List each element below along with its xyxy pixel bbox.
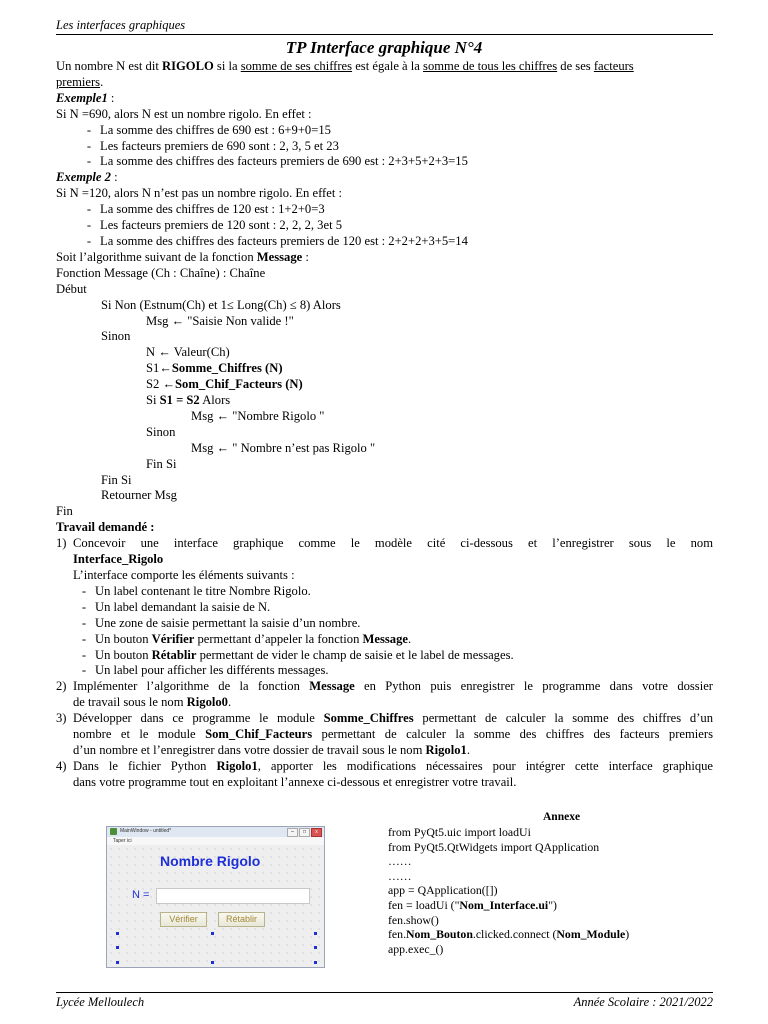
annexe-line: …… bbox=[388, 868, 412, 883]
algo-line: N ← Valeur(Ch) bbox=[146, 345, 230, 360]
document-body bbox=[56, 59, 713, 791]
algo-line: S2 ←Som_Chif_Facteurs (N) bbox=[146, 377, 303, 392]
example2-item: - Les facteurs premiers de 120 sont : 2, 2, 2, 3et 5 bbox=[86, 218, 343, 233]
mockup-handle bbox=[116, 946, 119, 949]
mockup-handle bbox=[314, 932, 317, 935]
q3-line: 3) Développer dans ce programme le module Somme_Chiffres permettant de calculer la somme des chiffres d’un bbox=[56, 711, 714, 726]
mockup-verifier-button: Vérifier bbox=[160, 912, 207, 927]
example1-item: - La somme des chiffres de 690 est : 6+9+0=15 bbox=[86, 122, 331, 137]
annexe-line: app = QApplication([]) bbox=[388, 883, 498, 898]
algo-line: Fin Si bbox=[146, 456, 177, 471]
footer-rule bbox=[56, 992, 713, 993]
annexe-title: Annexe bbox=[543, 811, 581, 823]
algo-line: Retourner Msg bbox=[101, 488, 177, 503]
q3-line-2: nombre et le module Som_Chif_Facteurs permettant de calculer la somme des chiffres des facteurs premiers bbox=[73, 727, 713, 742]
mockup-body bbox=[107, 845, 324, 968]
header-left: Les interfaces graphiques bbox=[56, 18, 186, 32]
footer-left: Lycée Melloulech bbox=[56, 995, 145, 1009]
q1-item: - Un label demandant la saisie de N. bbox=[81, 599, 271, 614]
example1-heading: Exemple1 : bbox=[56, 90, 115, 105]
q1-line: 1) Concevoir une interface graphique comme le modèle cité ci-dessous et l’enregistrer sous le nom bbox=[56, 536, 713, 551]
example2-heading: Exemple 2 : bbox=[56, 170, 118, 185]
algo-line: S1←Somme_Chiffres (N) bbox=[146, 361, 283, 376]
mockup-titlebar bbox=[107, 827, 324, 837]
example1-item: - La somme des chiffres des facteurs premiers de 690 est : 2+3+5+2+3=15 bbox=[86, 154, 468, 169]
annexe-line: from PyQt5.uic import loadUi bbox=[388, 825, 531, 839]
algo-line: Msg ← "Saisie Non valide !" bbox=[146, 313, 294, 328]
algo-intro: Soit l’algorithme suivant de la fonction Message : bbox=[56, 249, 309, 264]
example2-item: - La somme des chiffres des facteurs premiers de 120 est : 2+2+2+3+5=14 bbox=[86, 233, 468, 248]
algo-line: Si S1 = S2 Alors bbox=[146, 393, 231, 408]
algo-line: Fin Si bbox=[101, 472, 132, 487]
mockup-menu: Taper ici bbox=[107, 837, 325, 845]
algo-fin: Fin bbox=[56, 504, 73, 519]
algo-debut: Début bbox=[56, 281, 87, 296]
mockup-n-input bbox=[156, 888, 310, 904]
q1-item: - Un label pour afficher les différents messages. bbox=[81, 663, 329, 678]
mockup-n-label: N = bbox=[132, 889, 150, 901]
q1-sub: L’interface comporte les éléments suivants : bbox=[73, 568, 295, 582]
q1-item: - Un bouton Rétablir permettant de vider le champ de saisie et le label de messages. bbox=[81, 647, 514, 662]
interface-mockup bbox=[106, 826, 325, 968]
intro-line-1: Un nombre N est dit RIGOLO si la somme de ses chiffres est égale à la somme de tous les chiffres de ses facteurs bbox=[56, 59, 634, 73]
annexe-line: fen = loadUi ("Nom_Interface.ui") bbox=[388, 897, 557, 912]
minimize-icon: – bbox=[287, 828, 298, 837]
app-icon bbox=[110, 828, 117, 835]
example2-line: Si N =120, alors N n’est pas un nombre rigolo. En effet : bbox=[56, 186, 342, 201]
q4-line-2: dans votre programme tout en exploitant l’annexe ci-dessous et enregistrer votre travail. bbox=[73, 774, 517, 789]
algo-line: Msg ← "Nombre Rigolo " bbox=[191, 408, 325, 423]
algo-line: Msg ← " Nombre n’est pas Rigolo " bbox=[191, 440, 376, 455]
annexe-line: …… bbox=[388, 854, 412, 869]
q1-item: - Une zone de saisie permettant la saisie d’un nombre. bbox=[81, 615, 361, 630]
annexe-line: app.exec_() bbox=[388, 941, 444, 956]
footer-right: Année Scolaire : 2021/2022 bbox=[573, 995, 713, 1009]
maximize-icon: □ bbox=[299, 828, 310, 837]
mockup-handle bbox=[314, 946, 317, 949]
example1-line: Si N =690, alors N est un nombre rigolo. En effet : bbox=[56, 106, 312, 121]
header-rule bbox=[56, 34, 713, 35]
example2-item: - La somme des chiffres de 120 est : 1+2+0=3 bbox=[86, 202, 325, 217]
q2-line: 2) Implémenter l’algorithme de la fonction Message en Python puis enregistrer le programme dans votre dossier bbox=[56, 679, 713, 694]
q1-name: Interface_Rigolo bbox=[73, 552, 164, 567]
mockup-retablir-button: Rétablir bbox=[218, 912, 265, 927]
annexe-code bbox=[388, 825, 629, 956]
travail-heading: Travail demandé : bbox=[56, 520, 155, 535]
mockup-handle bbox=[211, 932, 214, 935]
mockup-handle bbox=[211, 961, 214, 964]
mockup-heading: Nombre Rigolo bbox=[160, 853, 261, 869]
annexe-line: from PyQt5.QtWidgets import QApplication bbox=[388, 839, 600, 854]
mockup-handle bbox=[116, 961, 119, 964]
q1-item: - Un label contenant le titre Nombre Rigolo. bbox=[81, 583, 311, 598]
example1-item: - Les facteurs premiers de 690 sont : 2, 3, 5 et 23 bbox=[86, 138, 339, 153]
q2-line-2: de travail sous le nom Rigolo0. bbox=[73, 695, 232, 710]
annexe-line: fen.Nom_Bouton.clicked.connect (Nom_Module) bbox=[388, 927, 630, 942]
algo-line: Si Non (Estnum(Ch) et 1≤ Long(Ch) ≤ 8) Alors bbox=[101, 297, 341, 312]
mockup-handle bbox=[116, 932, 119, 935]
algo-line: Sinon bbox=[101, 329, 131, 344]
page-title: TP Interface graphique N°4 bbox=[285, 38, 483, 57]
algo-line: Sinon bbox=[146, 424, 176, 439]
close-icon: x bbox=[311, 828, 322, 837]
intro-line-2: premiers. bbox=[56, 74, 104, 89]
q1-item: - Un bouton Vérifier permettant d’appeler la fonction Message. bbox=[81, 631, 412, 646]
annexe-line: fen.show() bbox=[388, 912, 439, 927]
q3-line-3: d’un nombre et l’enregistrer dans votre dossier de travail sous le nom Rigolo1. bbox=[73, 742, 470, 757]
q4-line: 4) Dans le fichier Python Rigolo1, apporter les modifications nécessaires pour intégrer cette interface graphique bbox=[56, 758, 714, 773]
mockup-handle bbox=[314, 961, 317, 964]
algo-signature: Fonction Message (Ch : Chaîne) : Chaîne bbox=[56, 265, 266, 280]
mockup-window-title: MainWindow - untitled* bbox=[120, 828, 172, 834]
